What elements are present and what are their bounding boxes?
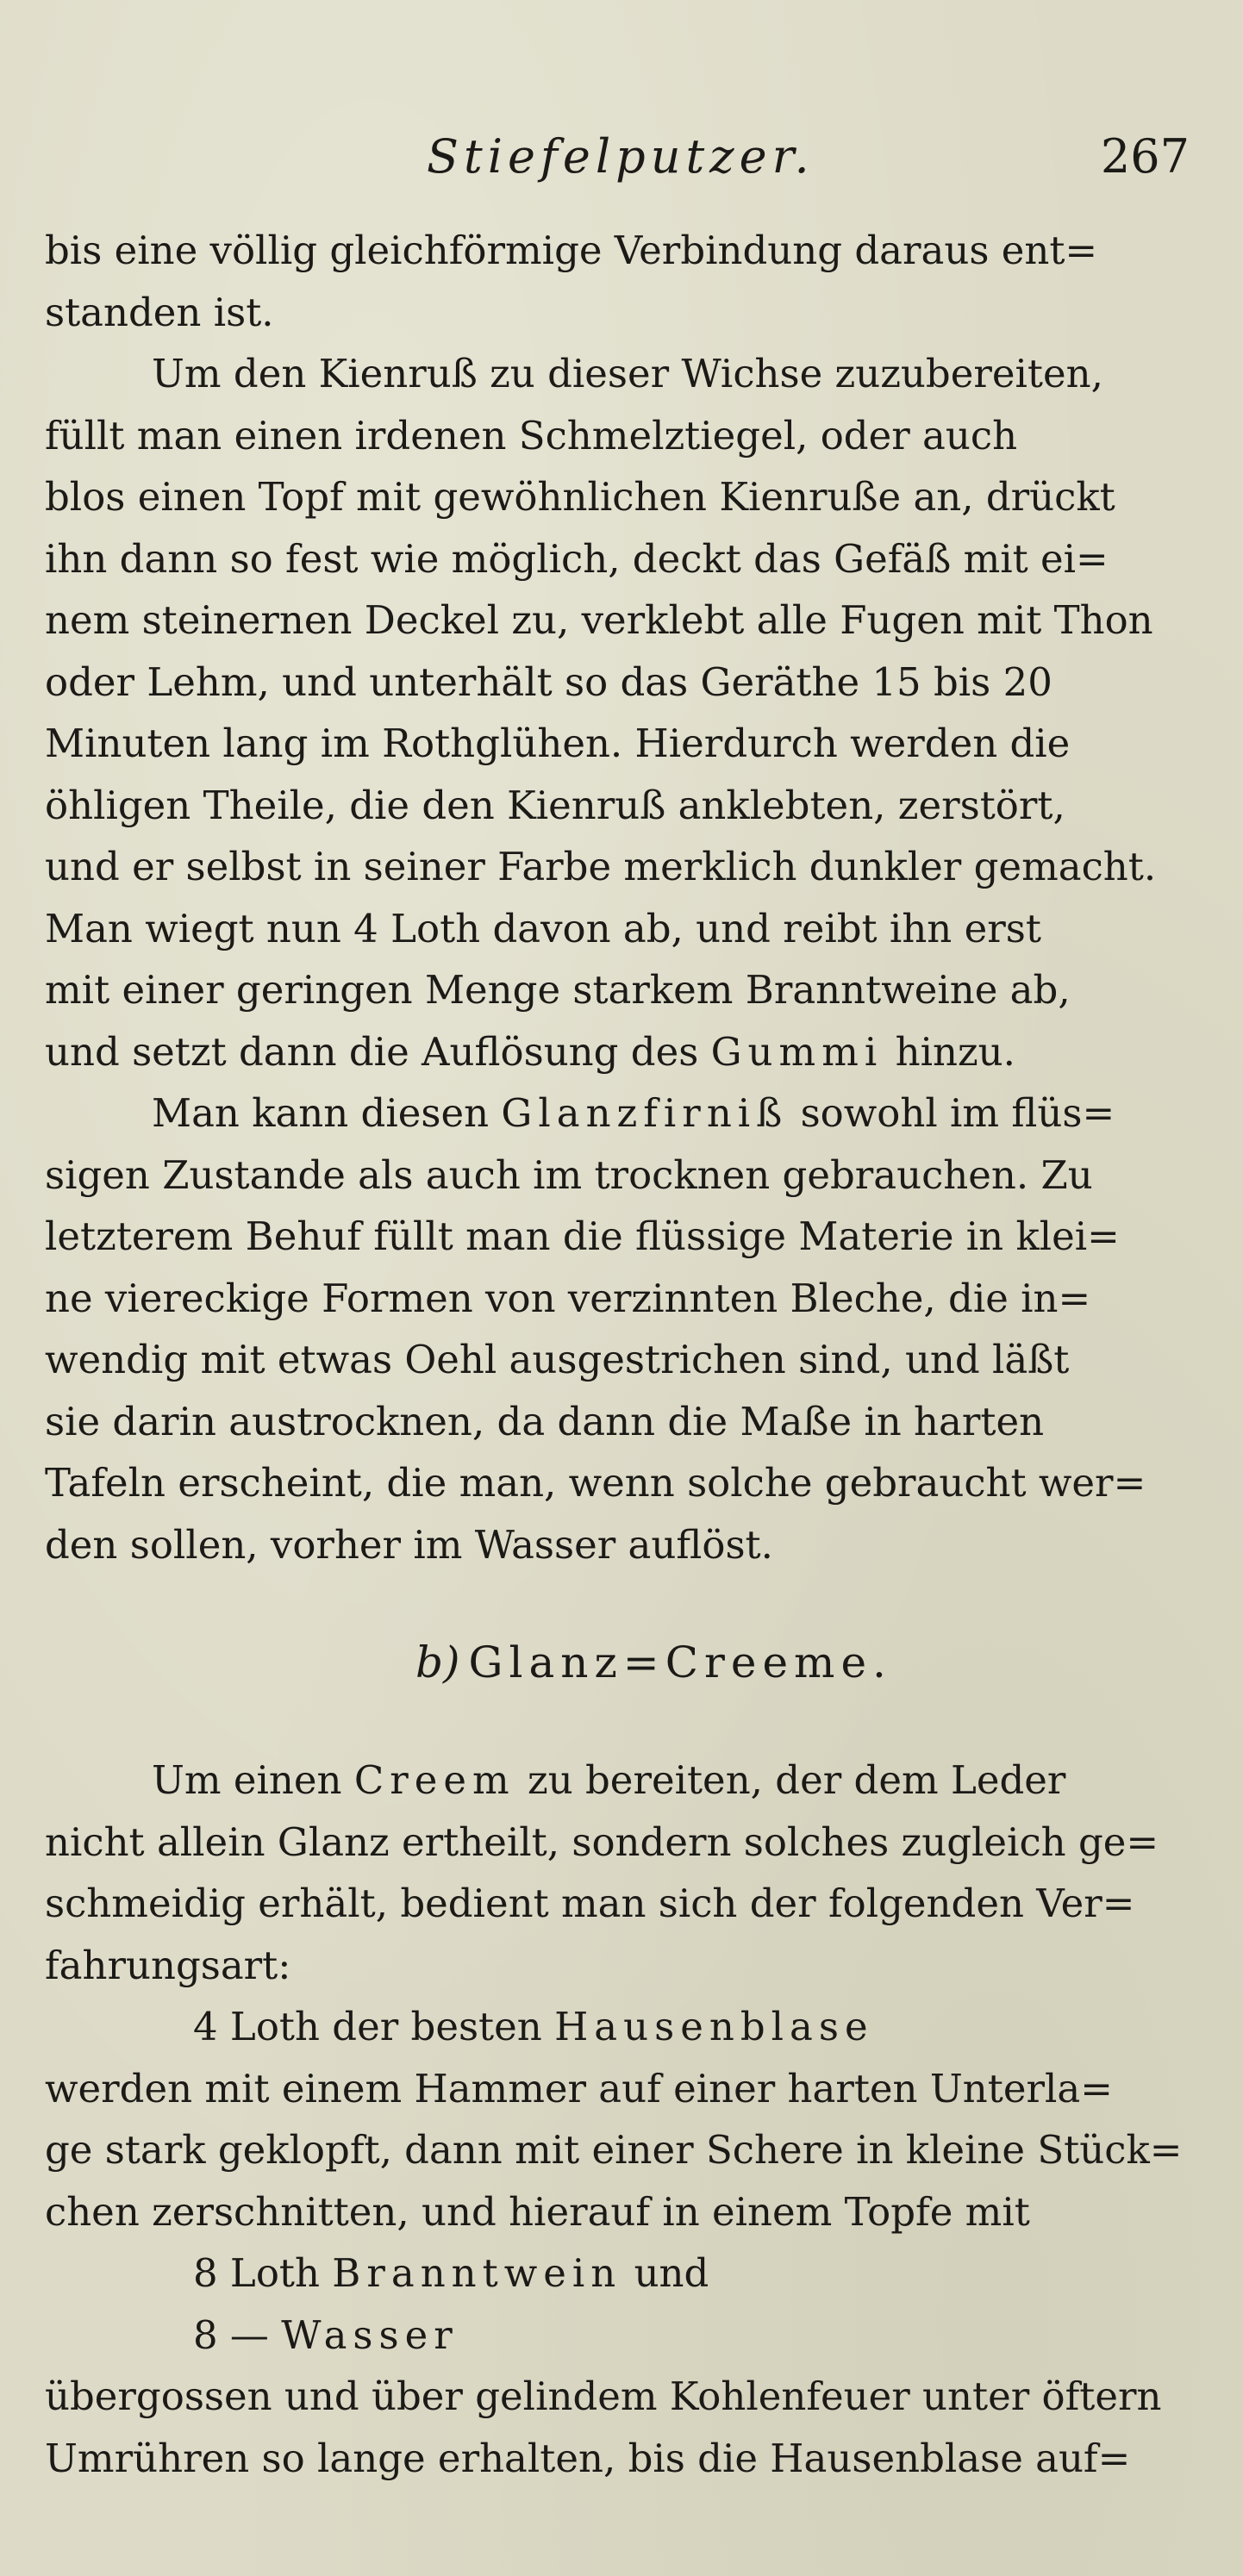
text-line: füllt man einen irdenen Schmelztiegel, oder auch	[45, 412, 1018, 458]
recipe-line	[45, 1996, 1200, 2058]
text-line: nem steinernen Deckel zu, verklebt alle Fugen mit Thon	[45, 597, 1153, 643]
text-line	[45, 1750, 1200, 1812]
spaced-term: Hausenblase	[554, 2004, 874, 2049]
text-run: Um einen	[152, 1757, 354, 1803]
text-line: Umrühren so lange erhalten, bis die Hausenblase auf=	[45, 2435, 1131, 2481]
running-head: Stiefelputzer.	[427, 129, 815, 184]
page-header	[0, 129, 1243, 207]
text-run: zu bereiten, der dem Leder	[515, 1757, 1066, 1803]
text-run: 8 Loth	[193, 2250, 333, 2296]
text-run: Man kann diesen	[152, 1090, 502, 1136]
text-line: mit einer geringen Menge starkem Branntweine ab,	[45, 967, 1071, 1013]
text-run: und setzt dann die Auflösung des	[45, 1028, 711, 1075]
section-title: Glanz=Creeme.	[468, 1637, 892, 1687]
spaced-term: Wasser	[281, 2311, 459, 2358]
text-line: schmeidig erhält, bedient man sich der folgenden Ver=	[45, 1881, 1135, 1926]
text-line: nicht allein Glanz ertheilt, sondern solches zugleich ge=	[45, 1818, 1159, 1865]
text-run: 4 Loth der besten	[193, 2004, 555, 2049]
text-line	[45, 1082, 1200, 1145]
section-heading	[45, 1606, 1200, 1718]
text-run: sowohl im flüs=	[788, 1090, 1115, 1136]
spaced-term: Glanzfirniß	[501, 1090, 789, 1136]
text-line: übergossen und über gelindem Kohlenfeuer unter öftern	[45, 2373, 1162, 2419]
text-line: werden mit einem Hammer auf einer harten Unterla=	[45, 2065, 1113, 2111]
recipe-line	[45, 2242, 1200, 2305]
text-line: Man wiegt nun 4 Loth davon ab, und reibt ihn erst	[45, 905, 1041, 951]
text-run: 8 —	[193, 2311, 282, 2358]
text-line: oder Lehm, und unterhält so das Geräthe 15 bis 20	[45, 658, 1052, 705]
text-line: öhligen Theile, die den Kienruß anklebten, zerstört,	[45, 782, 1065, 828]
text-line: ihn dann so fest wie möglich, deckt das Gefäß mit ei=	[45, 535, 1109, 582]
text-line: ge stark geklopft, dann mit einer Schere in kleine Stück=	[45, 2127, 1183, 2173]
text-line: und er selbst in seiner Farbe merklich dunkler gemacht.	[45, 844, 1157, 889]
text-run: und	[622, 2250, 709, 2296]
text-line: standen ist.	[45, 289, 274, 335]
section-label: b)	[415, 1637, 460, 1687]
text-line: Minuten lang im Rothglühen. Hierdurch werden die	[45, 720, 1071, 766]
text-line: den sollen, vorher im Wasser auflöst.	[45, 1521, 773, 1568]
spacer	[45, 1575, 1200, 1606]
text-line: fahrungsart:	[45, 1942, 291, 1988]
text-line: Um den Kienruß zu dieser Wichse zuzubereiten,	[152, 351, 1103, 396]
text-line: sigen Zustande als auch im trocknen gebrauchen. Zu	[45, 1151, 1093, 1198]
text-line: ne viereckige Formen von verzinnten Bleche, die in=	[45, 1275, 1091, 1321]
recipe-line	[45, 2305, 1200, 2367]
spaced-term: Branntwein	[332, 2250, 622, 2296]
text-run: hinzu.	[883, 1028, 1015, 1075]
text-line: blos einen Topf mit gewöhnlichen Kienruße an, drückt	[45, 474, 1115, 520]
text-line: wendig mit etwas Oehl ausgestrichen sind, und läßt	[45, 1337, 1070, 1382]
spaced-term: Gummi	[710, 1028, 884, 1075]
text-line: bis eine völlig gleichförmige Verbindung daraus ent=	[45, 228, 1098, 273]
page-body	[45, 220, 1200, 2489]
text-line	[45, 1021, 1200, 1083]
text-line: sie darin austrocknen, da dann die Maße in harten	[45, 1398, 1045, 1444]
text-line: letzterem Behuf füllt man die flüssige Materie in klei=	[45, 1213, 1120, 1259]
text-line: chen zerschnitten, und hierauf in einem Topfe mit	[45, 2188, 1030, 2235]
page-number: 267	[1100, 129, 1190, 184]
text-line: Tafeln erscheint, die man, wenn solche gebraucht wer=	[45, 1460, 1146, 1506]
spacer	[45, 1718, 1200, 1750]
spaced-term: Creem	[353, 1757, 515, 1803]
